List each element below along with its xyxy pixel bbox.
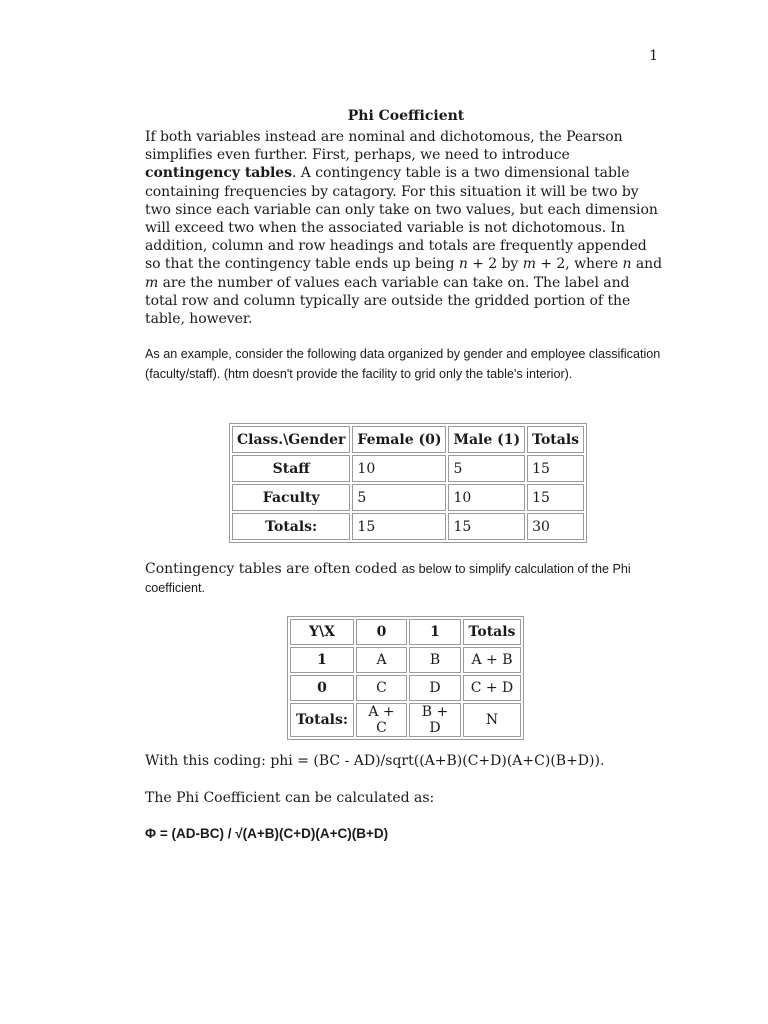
table-cell: A + B <box>463 647 521 673</box>
table-cell: B + D <box>409 703 461 737</box>
var-n: n <box>458 256 468 273</box>
table-row <box>232 455 584 482</box>
table-row <box>290 647 521 673</box>
coded-text-1: Contingency tables are often coded <box>145 561 402 577</box>
document-body <box>145 108 665 841</box>
gender-classification-table <box>229 423 587 543</box>
header-cell: Y\X <box>290 619 354 645</box>
intro-text-1: If both variables instead are nominal and dichotomous, the Pearson simplifies even further. First, perhaps, we need to introduce <box>145 129 623 164</box>
table-header-row <box>290 619 521 645</box>
row-label: 1 <box>290 647 354 673</box>
table-row <box>290 703 521 737</box>
table-cell: C <box>356 675 407 701</box>
coding-table <box>287 616 524 740</box>
intro-paragraph <box>145 128 665 328</box>
var-m: m <box>522 256 536 273</box>
header-cell: 1 <box>409 619 461 645</box>
row-label: Totals: <box>290 703 354 737</box>
table-row <box>290 675 521 701</box>
table-cell: C + D <box>463 675 521 701</box>
page-title: Phi Coefficient <box>347 108 465 124</box>
table-cell: B <box>409 647 461 673</box>
intro-text-5: and <box>631 256 663 273</box>
table-row <box>232 513 584 540</box>
table-cell: 30 <box>527 513 584 540</box>
coded-paragraph <box>145 560 675 598</box>
table-cell: A + C <box>356 703 407 737</box>
table-cell: 15 <box>448 513 525 540</box>
table-cell: 15 <box>527 455 584 482</box>
intro-text-3: + 2 by <box>467 256 523 273</box>
intro-text-4: + 2, where <box>535 256 623 273</box>
table-cell: A <box>356 647 407 673</box>
header-cell: Female (0) <box>352 426 446 453</box>
phi-formula: Φ = (AD-BC) / √(A+B)(C+D)(A+C)(B+D) <box>145 826 389 841</box>
table-cell: 15 <box>527 484 584 511</box>
row-label: 0 <box>290 675 354 701</box>
header-cell: Totals <box>527 426 584 453</box>
row-label: Staff <box>232 455 350 482</box>
header-cell: Totals <box>463 619 521 645</box>
coding-formula-text: With this coding: phi = (BC - AD)/sqrt((A+B)(C+D)(A+C)(B+D)). <box>145 753 605 769</box>
example-paragraph: As an example, consider the following data organized by gender and employee classification (faculty/staff). (htm doesn't provide the facility to grid only the table's interior). <box>145 347 661 381</box>
coded-text-2: as below to simplify calculation of the Phi coefficient. <box>145 562 631 595</box>
calculation-intro-text: The Phi Coefficient can be calculated as: <box>145 790 435 806</box>
table-cell: 10 <box>352 455 446 482</box>
var-n-2: n <box>622 256 632 273</box>
table-cell: D <box>409 675 461 701</box>
header-cell: 0 <box>356 619 407 645</box>
table-cell: 5 <box>448 455 525 482</box>
table-cell: 15 <box>352 513 446 540</box>
row-label: Totals: <box>232 513 350 540</box>
header-cell: Male (1) <box>448 426 525 453</box>
page-number: 1 <box>649 48 658 64</box>
table-cell: 10 <box>448 484 525 511</box>
intro-text-6: are the number of values each variable can take on. The label and total row and column typically are outside the gridded portion of the table, however. <box>145 274 631 328</box>
table-row <box>232 484 584 511</box>
var-m-2: m <box>145 274 159 291</box>
table-cell: 5 <box>352 484 446 511</box>
table-cell: N <box>463 703 521 737</box>
contingency-tables-term: contingency tables <box>145 165 292 182</box>
intro-text-2: . A contingency table is a two dimensional table containing frequencies by catagory. For this situation it will be two by two since each variable can only take on two values, but each dimension will exceed two when the associated variable is not dichotomous. In addition, column and row headings and totals are frequently appended so that the contingency table ends up being <box>145 165 658 273</box>
row-label: Faculty <box>232 484 350 511</box>
header-cell: Class.\Gender <box>232 426 350 453</box>
table-header-row <box>232 426 584 453</box>
